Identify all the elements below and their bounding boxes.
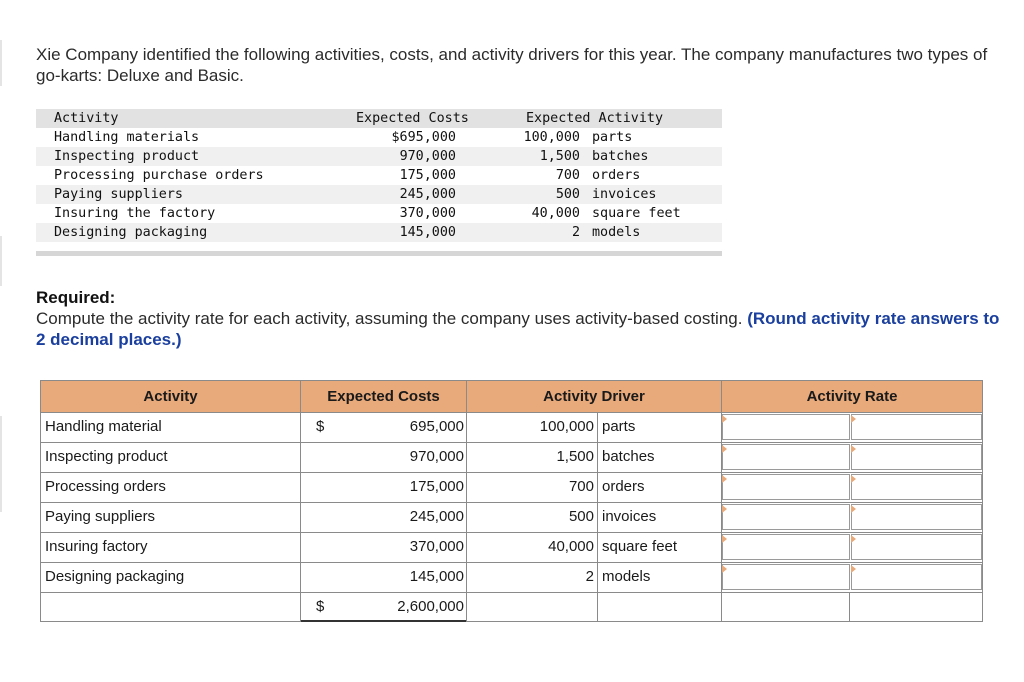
grid-line (41, 592, 982, 593)
cell-marker (722, 415, 727, 423)
activity-rate-unit-input[interactable] (851, 444, 982, 470)
reference-bottom-rule (36, 251, 722, 256)
ref-activity: Insuring the factory (54, 206, 216, 221)
reference-table (36, 109, 722, 257)
grid-line (466, 381, 467, 621)
total-underline (301, 620, 466, 622)
cell-marker (851, 475, 856, 483)
row-cost: 145,000 (409, 568, 464, 585)
ref-unit: batches (592, 149, 649, 164)
answer-table (40, 380, 983, 622)
ref-header-costs: Expected Costs (356, 111, 469, 126)
left-edge-mark (0, 236, 2, 286)
ref-qty: 2 (571, 225, 580, 240)
ref-cost: 370,000 (399, 206, 456, 221)
cell-marker (722, 565, 727, 573)
ref-cost: 145,000 (399, 225, 456, 240)
grid-line (41, 412, 982, 413)
cell-marker (722, 535, 727, 543)
row-driver-unit: square feet (602, 538, 678, 555)
activity-rate-unit-input[interactable] (851, 504, 982, 530)
row-driver-unit: batches (602, 448, 655, 465)
col-header-activity-driver: Activity Driver (543, 388, 645, 405)
reference-row (36, 204, 722, 223)
required-text: Compute the activity rate for each activity, assuming the company uses activity-based costing. (36, 309, 743, 328)
ref-activity: Designing packaging (54, 225, 208, 240)
required-section (36, 287, 1011, 350)
ref-cost: 175,000 (399, 168, 456, 183)
ref-cost: 970,000 (399, 149, 456, 164)
row-driver-unit: orders (602, 478, 645, 495)
activity-rate-input[interactable] (722, 564, 850, 590)
reference-row (36, 185, 722, 204)
row-driver-unit: models (602, 568, 651, 585)
row-driver-qty: 40,000 (548, 538, 594, 555)
row-activity: Inspecting product (45, 448, 168, 465)
row-driver-qty: 500 (568, 508, 594, 525)
ref-activity: Inspecting product (54, 149, 200, 164)
cell-marker (722, 505, 727, 513)
cell-marker (722, 475, 727, 483)
cell-marker (851, 505, 856, 513)
total-currency-symbol: $ (316, 598, 325, 615)
row-cost: 245,000 (409, 508, 464, 525)
ref-activity: Handling materials (54, 130, 200, 145)
row-driver-qty: 700 (568, 478, 594, 495)
required-label: Required: (36, 288, 116, 307)
ref-qty: 100,000 (523, 130, 580, 145)
grid-line (41, 502, 982, 503)
reference-row (36, 147, 722, 166)
activity-rate-input[interactable] (722, 444, 850, 470)
row-activity: Designing packaging (45, 568, 185, 585)
row-cost: 970,000 (409, 448, 464, 465)
ref-unit: square feet (592, 206, 681, 221)
ref-qty: 1,500 (539, 149, 580, 164)
currency-symbol: $ (316, 418, 325, 435)
row-driver-unit: parts (602, 418, 636, 435)
row-driver-qty: 100,000 (539, 418, 594, 435)
grid-line (41, 532, 982, 533)
left-edge-mark (0, 416, 2, 512)
row-activity: Handling material (45, 418, 162, 435)
ref-unit: orders (592, 168, 641, 183)
col-header-activity-rate: Activity Rate (806, 388, 898, 405)
ref-cost: 245,000 (399, 187, 456, 202)
ref-header-activity: Activity (54, 111, 119, 126)
grid-line (597, 412, 598, 621)
cell-marker (851, 535, 856, 543)
grid-line (849, 592, 850, 621)
ref-unit: models (592, 225, 641, 240)
row-driver-qty: 1,500 (556, 448, 594, 465)
row-driver-qty: 2 (585, 568, 594, 585)
ref-header-activity-level: Expected Activity (526, 111, 664, 126)
required-instruction (36, 308, 1011, 350)
row-cost: 175,000 (409, 478, 464, 495)
ref-cost: $695,000 (391, 130, 456, 145)
rounding-note: (Round activity rate answers to 2 decimal places.) (36, 309, 1000, 349)
ref-unit: parts (592, 130, 633, 145)
activity-rate-unit-input[interactable] (851, 564, 982, 590)
intro-paragraph: Xie Company identified the following activities, costs, and activity drivers for this year. The company manufactures two types of go-karts: Deluxe and Basic. (36, 45, 988, 85)
col-header-expected-costs: Expected Costs (327, 388, 440, 405)
total-cost: 2,600,000 (397, 598, 464, 615)
ref-qty: 40,000 (531, 206, 580, 221)
activity-rate-unit-input[interactable] (851, 534, 982, 560)
reference-header-row (36, 109, 722, 128)
ref-qty: 700 (555, 168, 580, 183)
activity-rate-unit-input[interactable] (851, 474, 982, 500)
ref-activity: Processing purchase orders (54, 168, 264, 183)
cell-marker (722, 445, 727, 453)
grid-line (300, 381, 301, 621)
reference-row (36, 128, 722, 147)
ref-unit: invoices (592, 187, 657, 202)
ref-qty: 500 (555, 187, 580, 202)
reference-row (36, 223, 722, 242)
left-edge-mark (0, 40, 2, 86)
row-activity: Processing orders (45, 478, 166, 495)
row-activity: Insuring factory (45, 538, 148, 555)
answer-header-row (41, 381, 982, 412)
activity-rate-input[interactable] (722, 414, 850, 440)
col-header-activity: Activity (143, 388, 198, 405)
cell-marker (851, 415, 856, 423)
cell-marker (851, 565, 856, 573)
activity-rate-input[interactable] (722, 474, 850, 500)
grid-line (41, 442, 982, 443)
ref-activity: Paying suppliers (54, 187, 183, 202)
activity-rate-unit-input[interactable] (851, 414, 982, 440)
row-cost: 695,000 (409, 418, 464, 435)
row-activity: Paying suppliers (45, 508, 156, 525)
row-driver-unit: invoices (602, 508, 657, 525)
reference-row (36, 166, 722, 185)
activity-rate-input[interactable] (722, 534, 850, 560)
row-cost: 370,000 (409, 538, 464, 555)
cell-marker (851, 445, 856, 453)
activity-rate-input[interactable] (722, 504, 850, 530)
grid-line (41, 472, 982, 473)
